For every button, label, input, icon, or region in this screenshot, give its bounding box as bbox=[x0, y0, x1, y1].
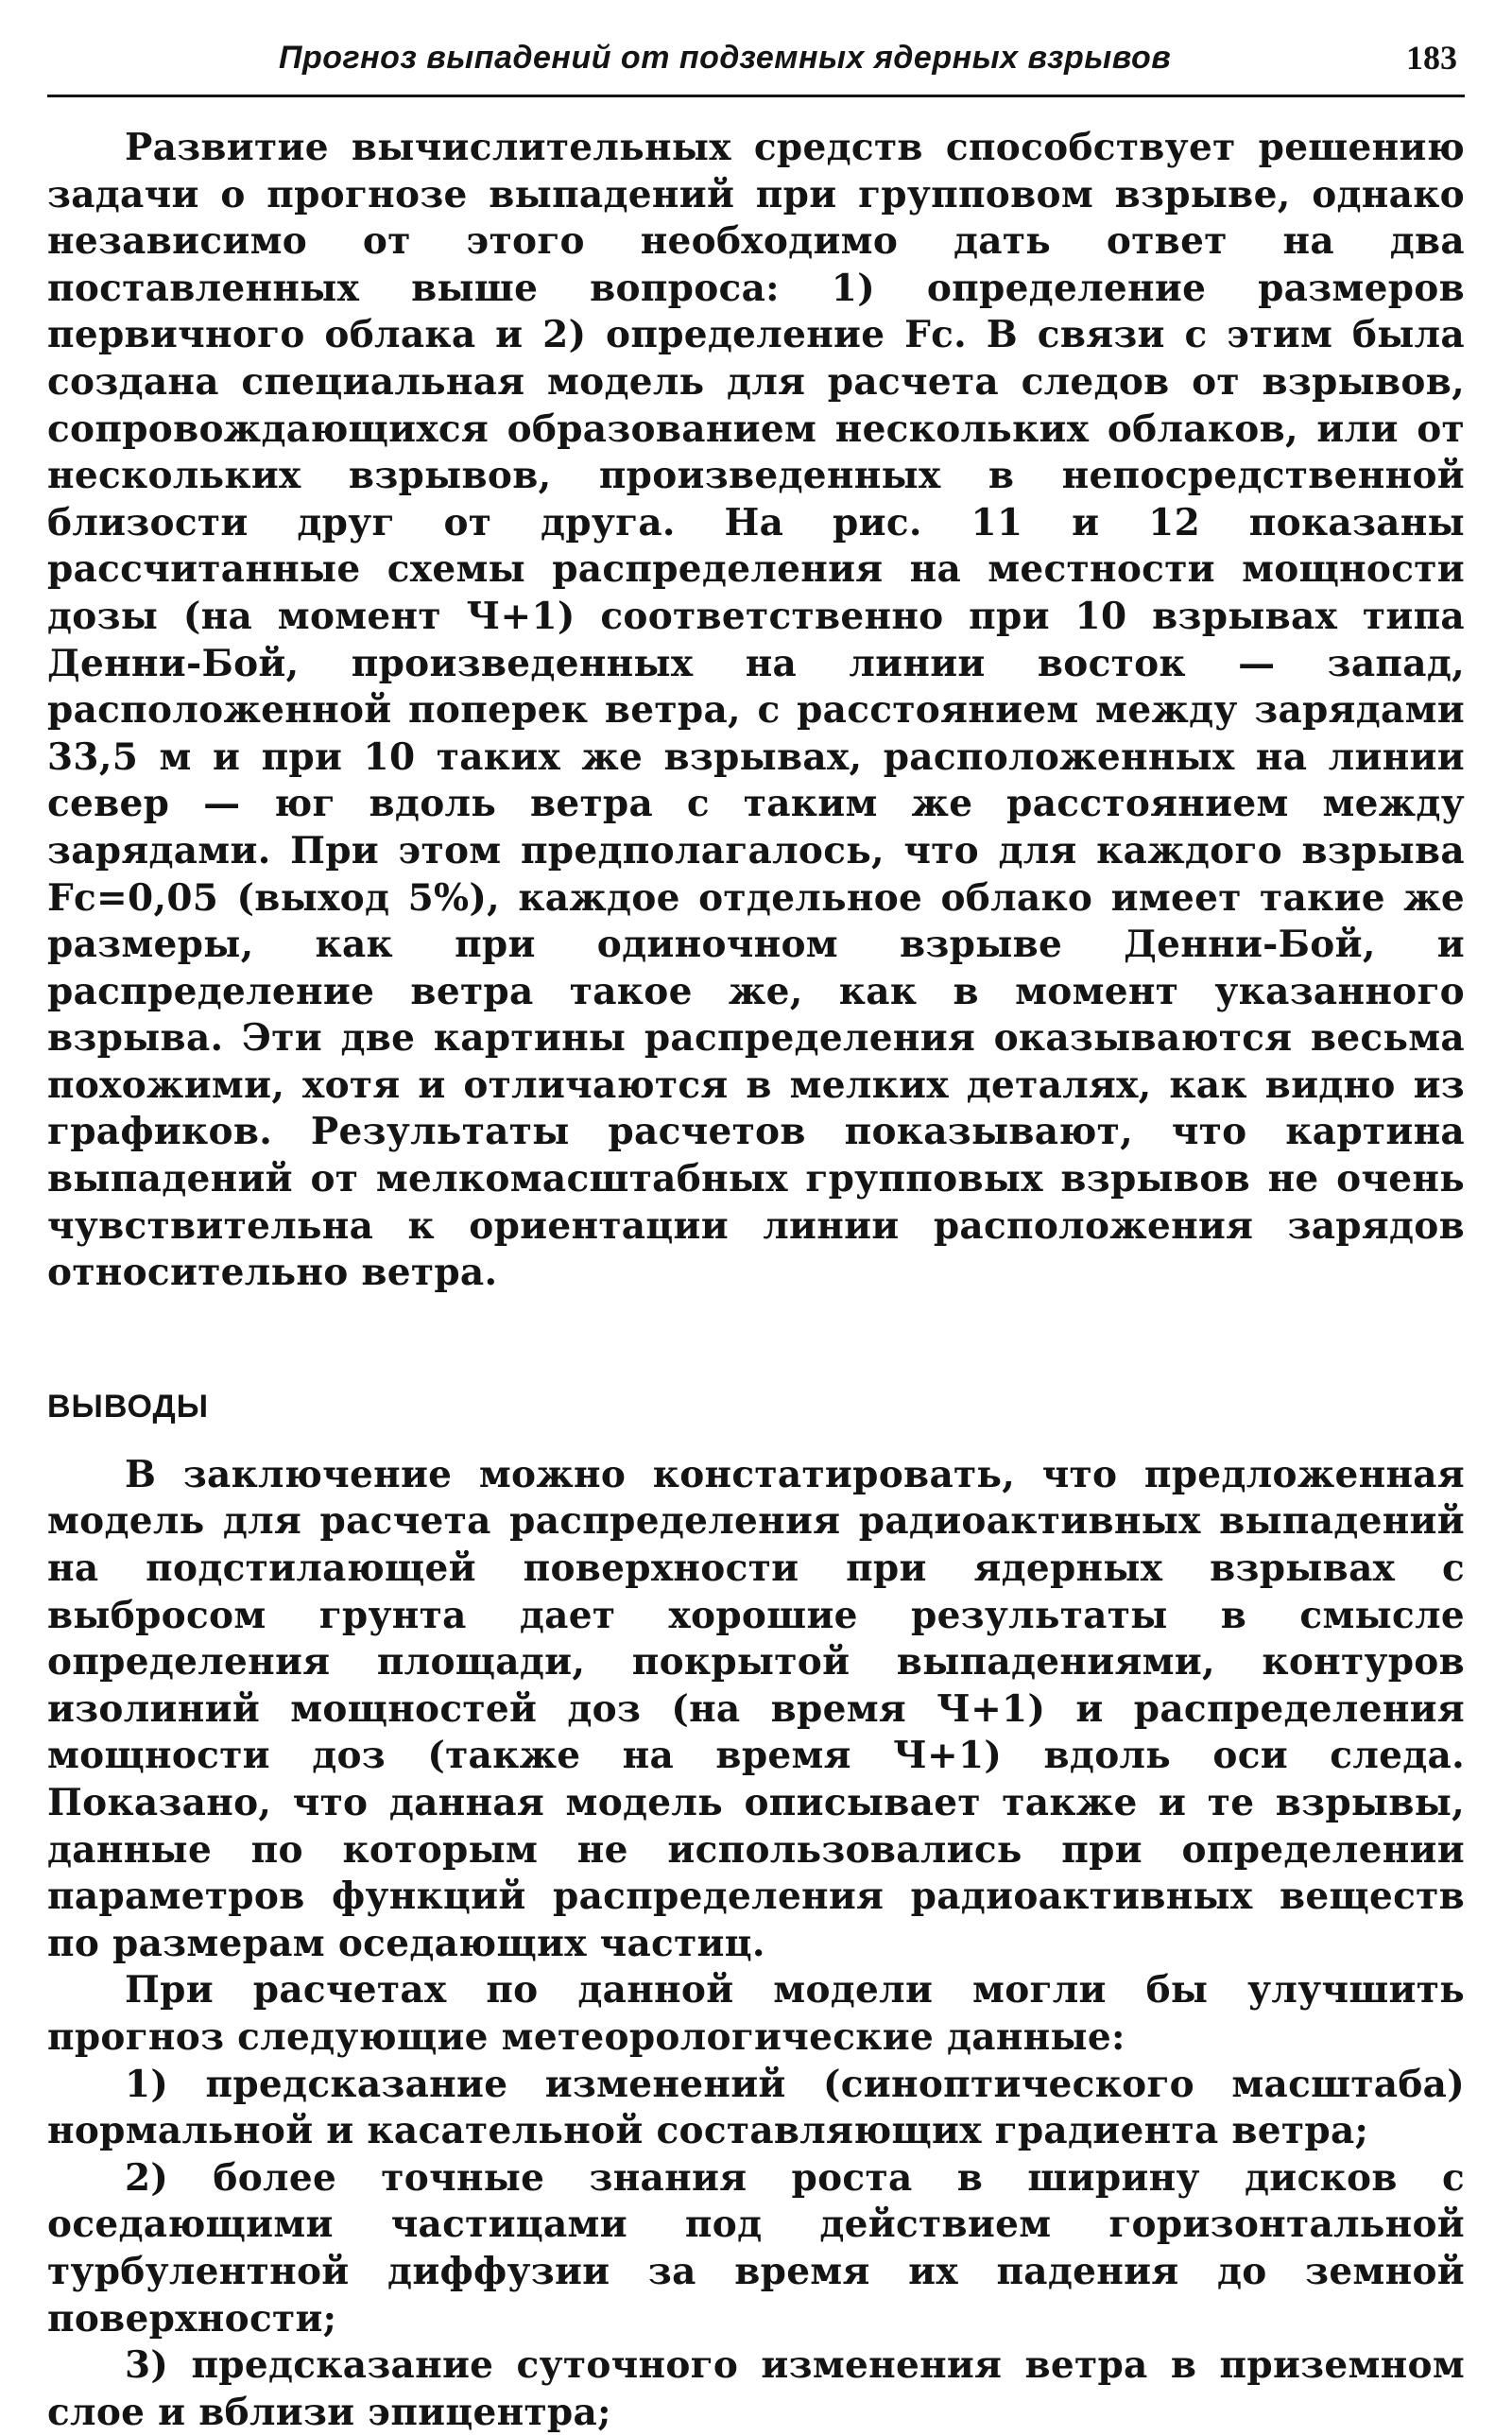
list-item: 2) более точные знания роста в ширину дисков с оседающими частицами под действием горизонтальной турбулентной диффузии за время их падения до земной поверхности; bbox=[47, 2155, 1465, 2341]
paragraph-meteo-data: При расчетах по данной модели могли бы улучшить прогноз следующие метеорологические данные: bbox=[47, 1968, 1465, 2059]
page-number: 183 bbox=[1406, 39, 1457, 77]
list-item: 1) предсказание изменений (синоптического масштаба) нормальной и касательной составляющих градиента ветра; bbox=[47, 2062, 1465, 2153]
paragraph-fallout-model: Развитие вычислительных средств способствует решению задачи о прогнозе выпадений при групповом взрыве, однако независимо от этого необходимо дать ответ на два поставленных выше вопроса: 1) определение размеров первичного облака и 2) определение Fc. В связи с этим была создана специальная модель для расчета следов от взрывов, сопровождающихся образованием нескольких облаков, или от нескольких взрывов, произведенных в непосредственной близости друг от друга. На рис. 11 и 12 показаны рассчитанные схемы распределения на местности мощности дозы (на момент Ч+1) соответственно при 10 взрывах типа Денни-Бой, произведенных на линии восток — запад, расположенной поперек ветра, с расстоянием между зарядами 33,5 м и при 10 таких же взрывах, расположенных на линии север — юг вдоль ветра с таким же расстоянием между зарядами. При этом предполагалось, что для каждого взрыва Fc=0,05 (выход 5%), каждое отдельное облако имеет такие же размеры, как при одиночном взрыве Денни-Бой, и распределение ветра такое же, как в момент указанного взрыва. Эти две картины распределения оказываются весьма похожими, хотя и отличаются в мелких деталях, как видно из графиков. Результаты расчетов показывают, что картина выпадений от мелкомасштабных групповых взрывов не очень чувствительна к ориентации линии расположения зарядов относительно ветра. bbox=[47, 126, 1465, 1295]
page-content bbox=[47, 125, 1465, 2436]
running-title: Прогноз выпадений от подземных ядерных взрывов bbox=[279, 40, 1172, 76]
paragraph-conclusion: В заключение можно констатировать, что предложенная модель для расчета распределения радиоактивных выпадений на подстилающей поверхности при ядерных взрывах с выбросом грунта дает хорошие результаты в смысле определения площади, покрытой выпадениями, контуров изолиний мощностей доз (на время Ч+1) и распределения мощности доз (также на время Ч+1) вдоль оси следа. Показано, что данная модель описывает также и те взрывы, данные по которым не использовались при определении параметров функций распределения радиоактивных веществ по размерам оседающих частиц. bbox=[47, 1452, 1465, 1965]
list-item: 3) предсказание суточного изменения ветра в приземном слое и вблизи эпицентра; bbox=[47, 2343, 1465, 2434]
section-heading-conclusions: ВЫВОДЫ bbox=[47, 1388, 210, 1425]
page-header bbox=[47, 26, 1465, 97]
